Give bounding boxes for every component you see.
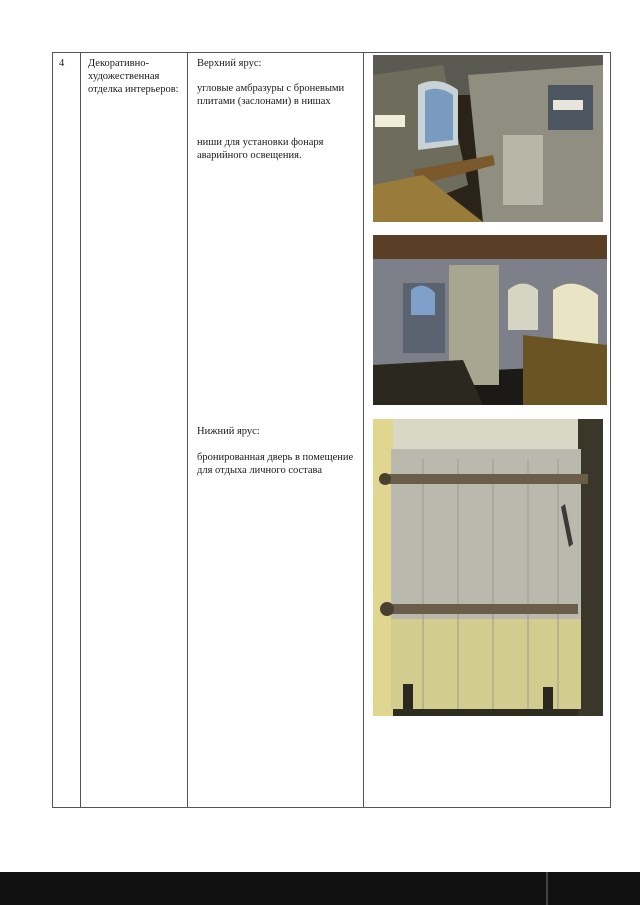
lower-tier-item-1: бронированная дверь в помещение для отдыха личного состава — [197, 452, 354, 476]
photo-lamp-niches — [373, 235, 607, 405]
section-title: Декоративно-художественная отделка интерьеров: — [88, 58, 179, 95]
photo-embrasures — [373, 55, 603, 222]
upper-tier-item-1: угловые амбразуры с броневыми плитами (заслонами) в нишах — [197, 83, 345, 107]
column-divider — [187, 53, 188, 807]
column-divider — [80, 53, 81, 807]
scan-edge-bar — [0, 872, 640, 905]
column-divider — [363, 53, 364, 807]
scan-edge-mark — [546, 872, 548, 905]
row-number: 4 — [59, 58, 65, 69]
upper-tier-item-2: ниши для установки фонаря аварийного освещения. — [197, 137, 324, 161]
photo-armored-door — [373, 419, 603, 716]
description-table — [52, 52, 611, 808]
upper-tier-heading: Верхний ярус: — [197, 58, 262, 69]
lower-tier-heading: Нижний ярус: — [197, 426, 260, 437]
